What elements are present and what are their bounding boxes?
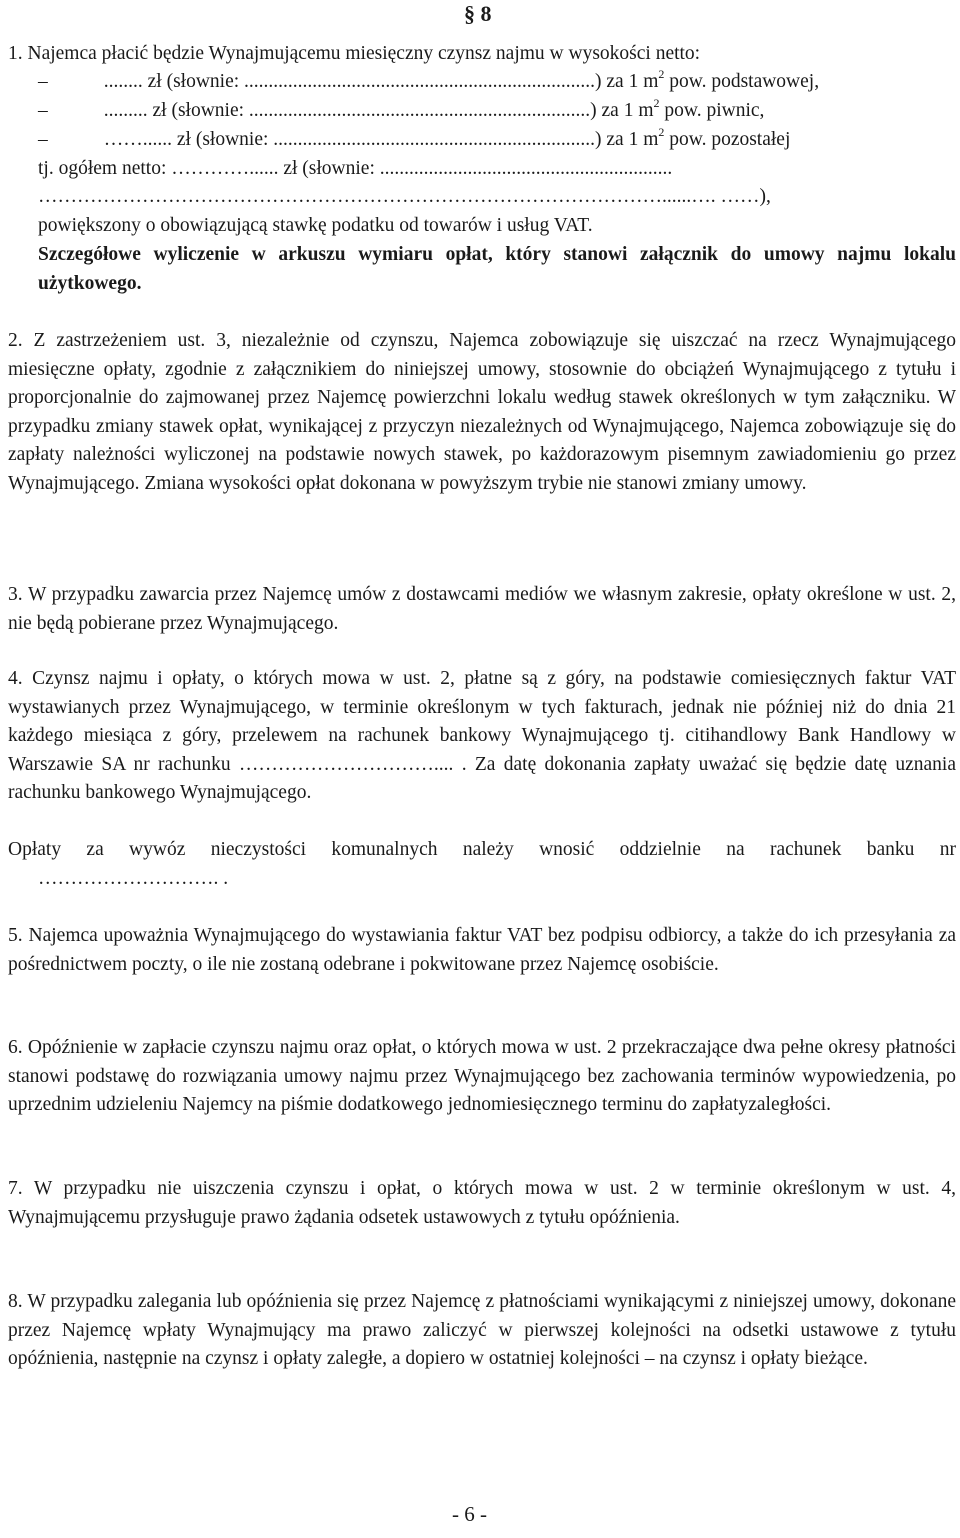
page-number: - 6 - [452,1502,487,1526]
paragraph-8: 8. W przypadku zalegania lub opóźnienia się przez Najemcę z płatnościami wynikającymi z niniejszej umowy, dokonane przez Najemcę wpłaty Wynajmujący ma prawo zaliczyć w pierwszej kolejności na odsetki ustawowe z tytułu opóźnienia, następnie na czynsz i opłaty zaległe, a dopiero w ostatniej kolejności – na czynsz i opłaty bieżące. [8,1291,956,1369]
paragraph-7: 7. W przypadku nie uiszczenia czynszu i opłat, o których mowa w ust. 2 w terminie określonym w ust. 4, Wynajmującemu przysługuje prawo żądania odsetek ustawowych z tytułu opóźnienia. [8,1178,956,1228]
paragraph-4: 4. Czynsz najmu i opłaty, o których mowa w ust. 2, płatne są z góry, na podstawie comiesięcznych faktur VAT wystawianych przez Wynajmującego, w terminie określonym w tych fakturach, jednak nie później niż do dnia 21 każdego miesiąca z góry, przelewem na rachunek bankowy Wynajmującego tj. citihandlowy Bank Handlowy w Warszawie SA nr rachunku ………………………….... . Za datę dokonania zapłaty uważać się będzie datę uznania rachunku bankowego Wynajmującego. [8,668,956,803]
list-dash: – [38,129,48,150]
paragraph-3: 3. W przypadku zawarcia przez Najemcę umów z dostawcami mediów we własnym zakresie, opłaty określone w ust. 2, nie będą pobierane przez Wynajmującego. [8,584,956,634]
paragraph-6: 6. Opóźnienie w zapłacie czynszu najmu oraz opłat, o których mowa w ust. 2 przekraczające dwa pełne okresy płatności stanowi podstawę do rozwiązania umowy najmu przez Wynajmującego bez zachowania terminów wypowiedzenia, po uprzednim udzieleniu Najemcy na piśmie dodatkowego jednomiesięcznego terminu do zapłatyzaległości. [8,1037,956,1115]
paragraph-2: 2. Z zastrzeżeniem ust. 3, niezależnie od czynszu, Najemca zobowiązuje się uiszczać na rzecz Wynajmującego miesięczne opłaty, zgodnie z załącznikiem do niniejszej umowy, stosownie do obciążeń Wynajmującego z tytułu i proporcjonalnie do zajmowanej przez Najemcę powierzchni lokalu według stawek określonych w tym załączniku. W przypadku zmiany stawek opłat, wynikającej z przyczyn niezależnych od Wynajmującego, Najemca zobowiązuje się do zapłaty należności wyliczonej na podstawie nowych stawek, po każdorazowym pisemnym zawiadomieniu go przez Wynajmującego. Zmiana wysokości opłat dokonana w powyższym trybie nie stanowi zmiany umowy. [8,330,956,494]
calculation-note: Szczegółowe wyliczenie w arkuszu wymiaru opłat, który stanowi załącznik do umowy najmu lokalu użytkowego. [38,244,956,294]
rent-line-other: – ……...... zł (słownie: ..................................................................) za 1 $m^2$ pow. pozostałej [38,124,791,150]
rent-line-basement: – ......... zł (słownie: ......................................................................) za 1 $m^2$ pow. piwnic, [38,95,765,121]
paragraph-4-waste-fees: Opłaty za wywóz nieczystości komunalnych należy wnosić oddzielnie na rachunek banku nr [8,839,956,860]
paragraph-5: 5. Najemca upoważnia Wynajmującego do wystawiania faktur VAT bez podpisu odbiorcy, a także do ich przesyłania za pośrednictwem poczty, o ile nie zostaną odebrane i pokwitowane przez Najemcę osobiście. [8,925,956,975]
list-dash: – [38,100,48,121]
rent-line-basic: – ........ zł (słownie: ........................................................................) za 1 $m^2$ pow. podstawowej, [38,66,820,92]
section-heading: § 8 [464,1,492,26]
total-net-continued: ……………………………………………………………………………………......…. ……), [38,186,771,207]
total-net-line: tj. ogółem netto: …………...... zł (słownie: ............................................................ [38,158,673,179]
paragraph-1-heading: 1. Najemca płacić będzie Wynajmującemu miesięczny czynsz najmu w wysokości netto: [8,43,701,64]
paragraph-4-account-dots: ………………………. . [38,868,229,889]
vat-note: powiększony o obowiązującą stawkę podatku od towarów i usług VAT. [38,215,593,236]
list-dash: – [38,71,48,92]
